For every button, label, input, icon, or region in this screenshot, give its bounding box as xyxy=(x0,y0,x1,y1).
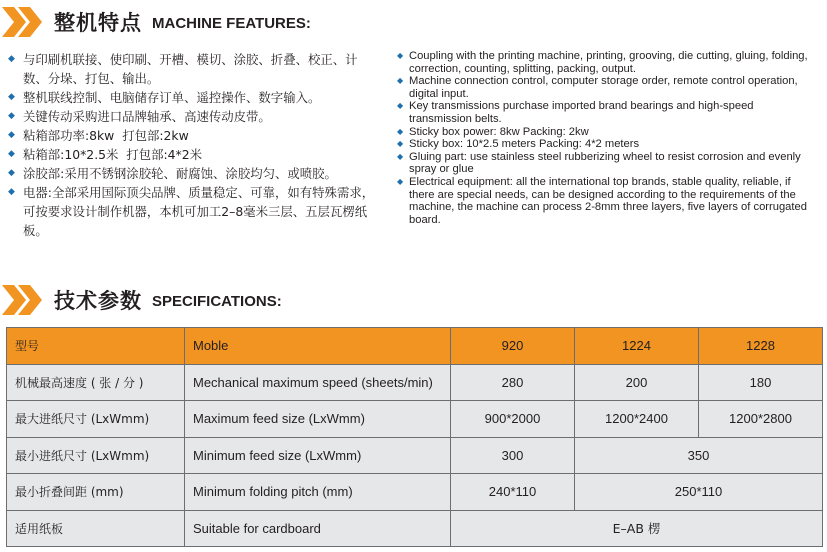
diamond-bullet-icon: ◆ xyxy=(8,168,15,178)
diamond-bullet-icon: ◆ xyxy=(397,151,404,161)
diamond-bullet-icon: ◆ xyxy=(8,111,15,121)
table-cell: 180 xyxy=(699,364,823,401)
diamond-bullet-icon: ◆ xyxy=(397,51,404,60)
specs-title-cn: 技术参数 xyxy=(54,289,142,313)
model-1224: 1224 xyxy=(575,328,699,365)
row-label-en: Mechanical maximum speed (sheets/min) xyxy=(185,364,451,401)
feature-item-cn: ◆ 电器:全部采用国际顶尖品牌、质量稳定、可靠，如有特殊需求，可按要求设计制作机器，本机可加工2–8毫米三层、五层瓦楞纸板。 xyxy=(8,185,375,238)
features-title-en: MACHINE FEATURES: xyxy=(152,15,311,32)
specs-heading xyxy=(0,280,282,320)
feature-item-en: ◆ Electrical equipment: all the international top brands, stable quality, reliable, if there are special needs, can be designed according to the requirements of the machine, the machine can process 2-8mm three layers, five layers of corrugated board. xyxy=(397,175,807,226)
feature-item-cn: ◆ 粘箱部功率:8kw 打包部:2kw xyxy=(8,128,189,143)
model-920: 920 xyxy=(451,328,575,365)
diamond-bullet-icon: ◆ xyxy=(8,187,15,197)
table-row xyxy=(7,474,823,511)
diamond-bullet-icon: ◆ xyxy=(397,139,404,149)
table-header-row xyxy=(7,328,823,365)
diamond-bullet-icon: ◆ xyxy=(397,76,404,86)
table-cell: 240*110 xyxy=(451,474,575,511)
table-row xyxy=(7,401,823,438)
table-row xyxy=(7,437,823,474)
specs-table xyxy=(6,327,823,547)
diamond-bullet-icon: ◆ xyxy=(8,92,15,102)
table-cell: 200 xyxy=(575,364,699,401)
feature-item-en: ◆ Sticky box power: 8kw Packing: 2kw xyxy=(397,125,589,138)
features-list-en xyxy=(397,50,817,226)
feature-item-cn: ◆ 关键传动采购进口品牌轴承、高速传动皮带。 xyxy=(8,109,271,124)
feature-item-en: ◆ Coupling with the printing machine, printing, grooving, die cutting, gluing, folding, correction, counting, splitting, packing, output. xyxy=(397,50,808,75)
feature-item-en: ◆ Gluing part: use stainless steel rubberizing wheel to resist corrosion and evenly spray or glue xyxy=(397,150,801,176)
row-label-cn: 最小折叠间距 (mm) xyxy=(7,474,185,511)
table-cell: 280 xyxy=(451,364,575,401)
diamond-bullet-icon: ◆ xyxy=(397,101,404,111)
row-label-en: Minimum folding pitch (mm) xyxy=(185,474,451,511)
diamond-bullet-icon: ◆ xyxy=(397,176,404,186)
table-cell: 1200*2400 xyxy=(575,401,699,438)
feature-item-cn: ◆ 整机联线控制、电脑储存订单、遥控操作、数字输入。 xyxy=(8,90,321,105)
feature-item-cn: ◆ 粘箱部:10*2.5米 打包部:4*2米 xyxy=(8,147,202,162)
model-1228: 1228 xyxy=(699,328,823,365)
table-cell: 350 xyxy=(575,437,823,474)
row-label-en: Minimum feed size (LxWmm) xyxy=(185,437,451,474)
row-label-en: Maximum feed size (LxWmm) xyxy=(185,401,451,438)
header-label-en: Moble xyxy=(185,328,451,365)
table-row xyxy=(7,510,823,547)
row-label-cn: 机械最高速度 ( 张 / 分 ) xyxy=(7,364,185,401)
table-row xyxy=(7,364,823,401)
table-cell: 900*2000 xyxy=(451,401,575,438)
feature-item-en: ◆ Machine connection control, computer storage order, remote control operation, digital input. xyxy=(397,75,798,100)
diamond-bullet-icon: ◆ xyxy=(397,126,404,136)
features-title-cn: 整机特点 xyxy=(54,11,142,35)
diamond-bullet-icon: ◆ xyxy=(8,54,15,64)
diamond-bullet-icon: ◆ xyxy=(8,130,15,140)
header-label-cn: 型号 xyxy=(7,328,185,365)
table-cell: 250*110 xyxy=(575,474,823,511)
diamond-bullet-icon: ◆ xyxy=(8,149,15,159)
table-cell: E–AB 楞 xyxy=(451,510,823,547)
feature-item-en: ◆ Sticky box: 10*2.5 meters Packing: 4*2 meters xyxy=(397,138,640,151)
feature-item-cn: ◆ 涂胶部:采用不锈钢涂胶轮、耐腐蚀、涂胶均匀、或喷胶。 xyxy=(8,166,337,181)
features-list-cn xyxy=(8,50,380,240)
row-label-cn: 最大进纸尺寸 (LxWmm) xyxy=(7,401,185,438)
feature-item-cn: ◆ 与印刷机联接、使印刷、开槽、模切、涂胶、折叠、校正、计数、分垛、打包、输出。 xyxy=(8,52,358,86)
row-label-cn: 最小进纸尺寸 (LxWmm) xyxy=(7,437,185,474)
features-heading xyxy=(0,2,311,42)
row-label-cn: 适用纸板 xyxy=(7,510,185,547)
double-chevron-right-icon xyxy=(2,285,46,315)
specs-title-en: SPECIFICATIONS: xyxy=(152,293,282,310)
table-cell: 300 xyxy=(451,437,575,474)
double-chevron-right-icon xyxy=(2,7,46,37)
table-cell: 1200*2800 xyxy=(699,401,823,438)
feature-item-en: ◆ Key transmissions purchase imported brand bearings and high-speed transmission belts. xyxy=(397,100,754,125)
row-label-en: Suitable for cardboard xyxy=(185,510,451,547)
